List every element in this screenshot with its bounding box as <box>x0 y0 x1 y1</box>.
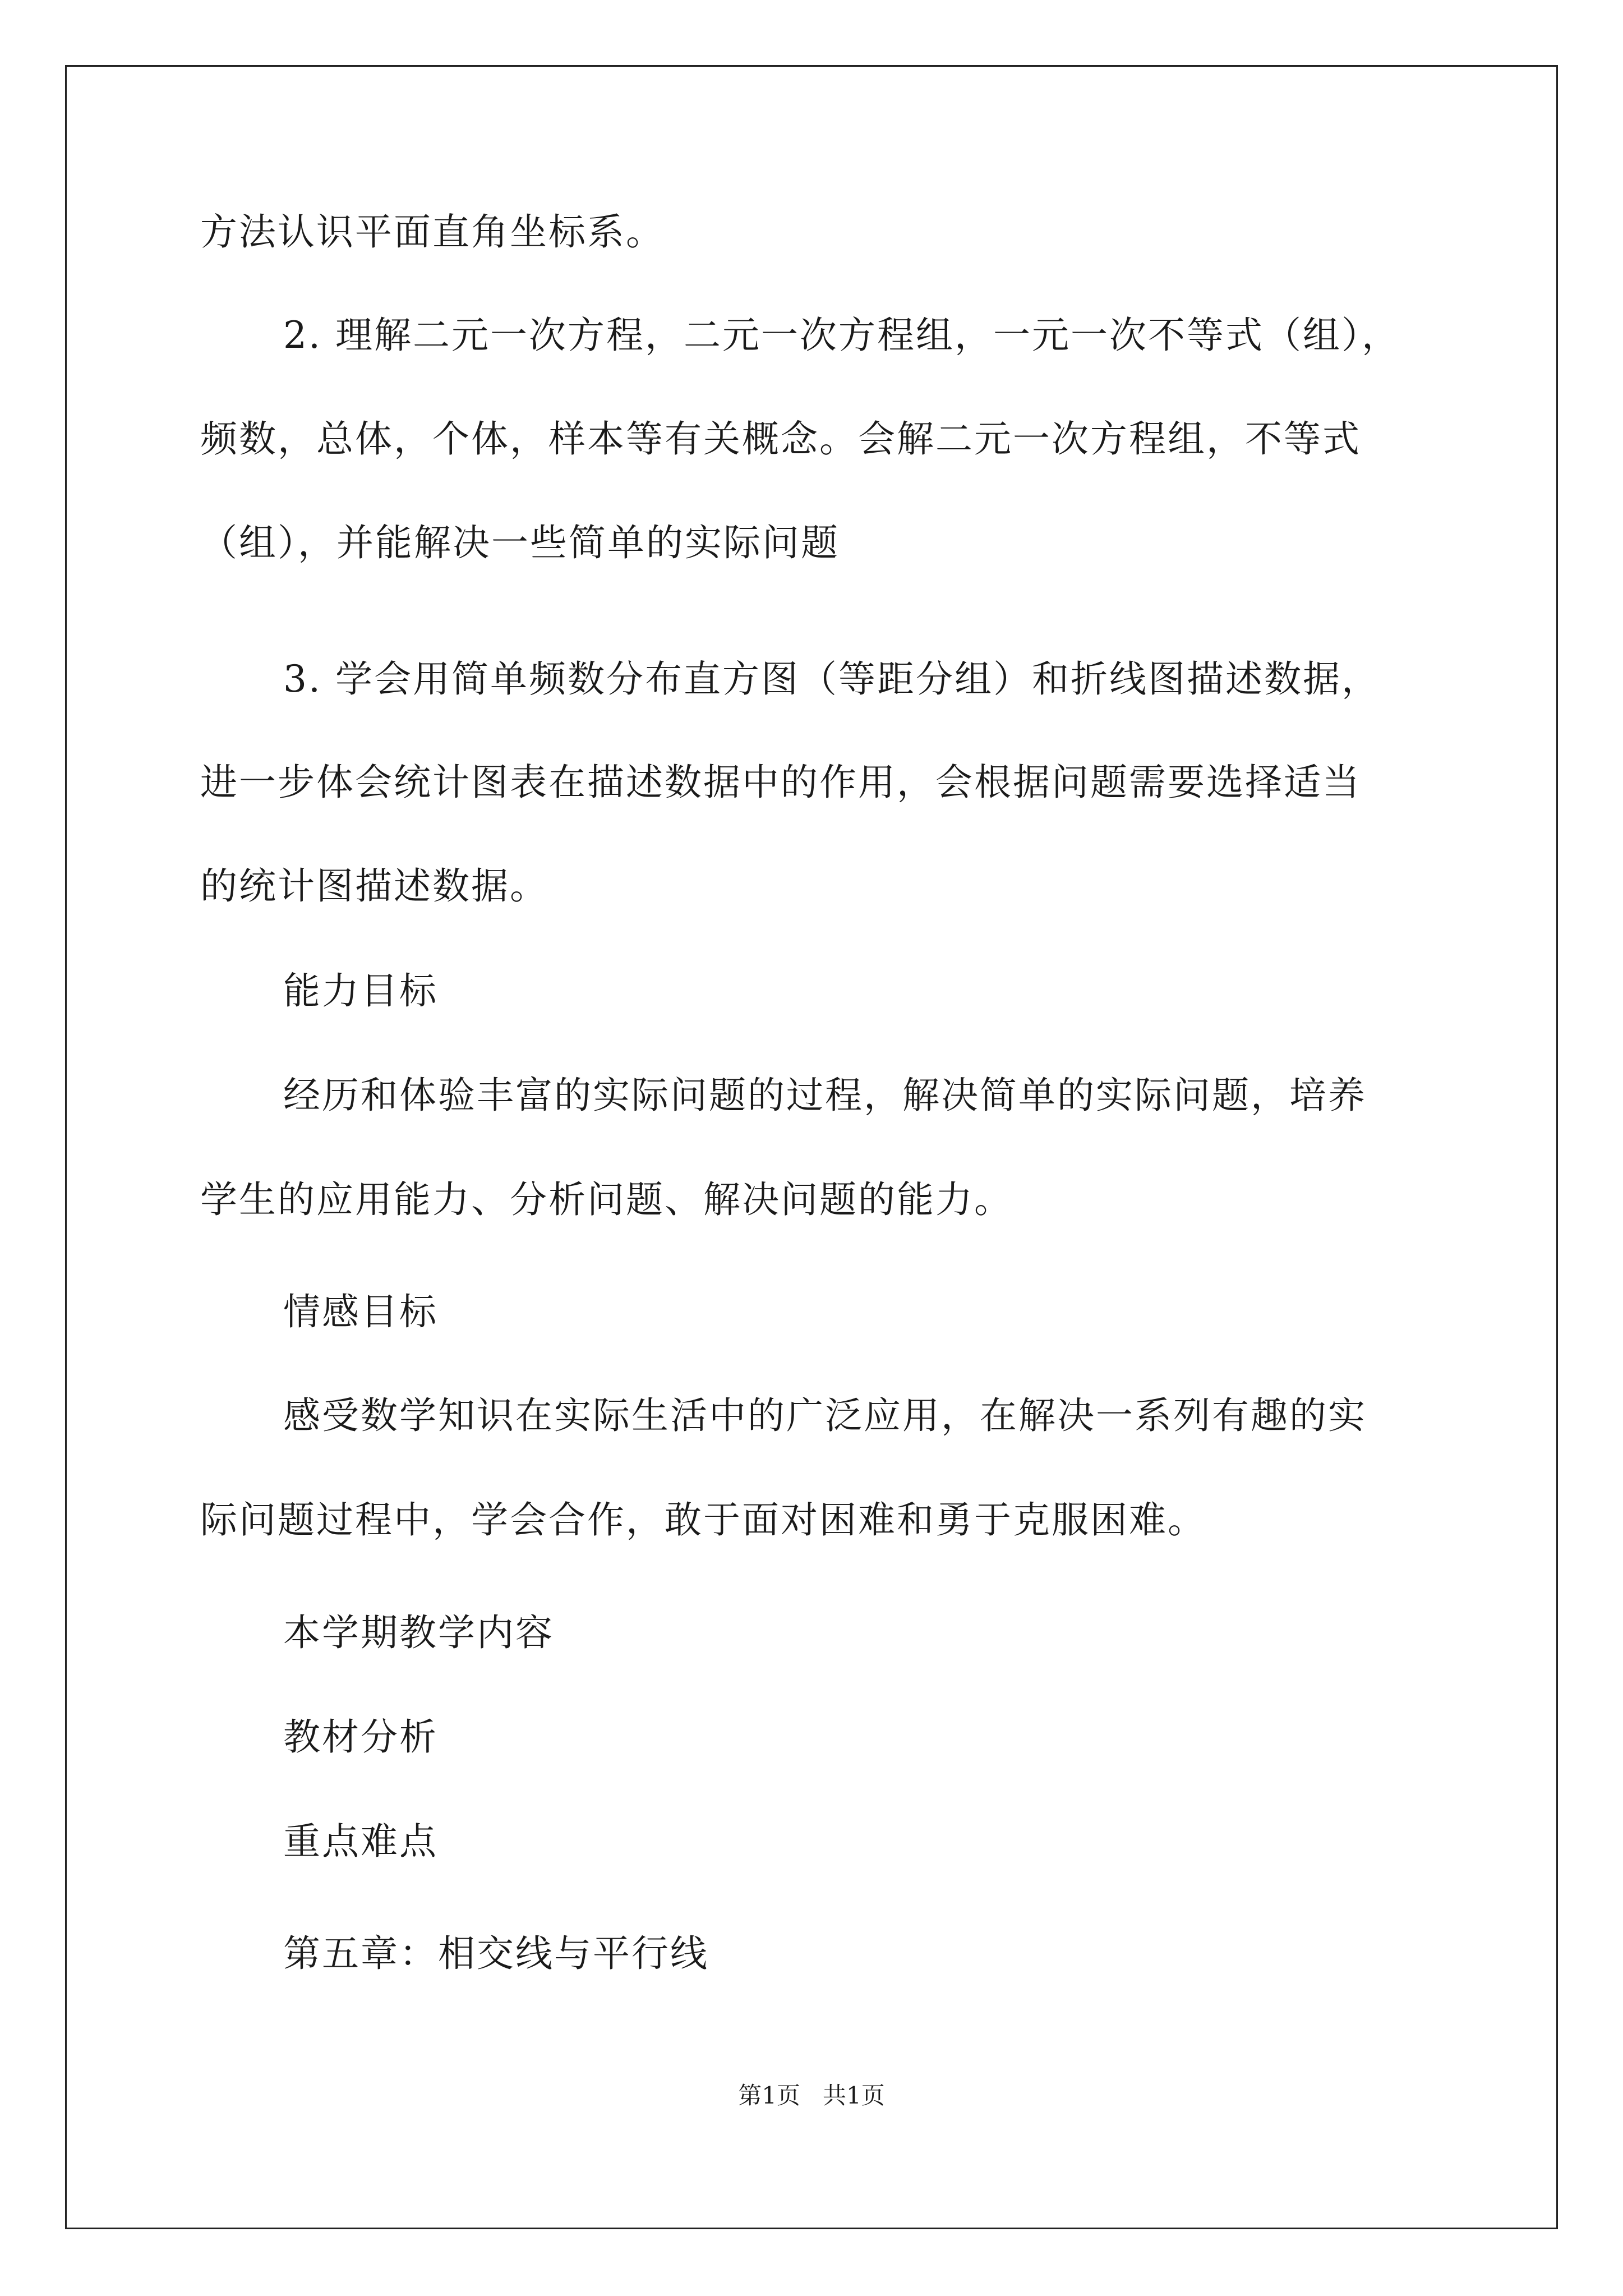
text-line: 感受数学知识在实际生活中的广泛应用，在解决一系列有趣的实 <box>283 1394 1367 1437</box>
text-line: 方法认识平面直角坐标系。 <box>200 210 665 254</box>
section-heading: 教材分析 <box>283 1715 438 1759</box>
section-heading: 能力目标 <box>283 969 438 1013</box>
text-line: 的统计图描述数据。 <box>200 864 548 908</box>
text-line: 经历和体验丰富的实际问题的过程，解决简单的实际问题，培养 <box>283 1074 1367 1117</box>
text-line: 频数，总体，个体，样本等有关概念。会解二元一次方程组，不等式 <box>200 417 1361 461</box>
section-heading: 本学期教学内容 <box>283 1611 554 1654</box>
text-line: 学生的应用能力、分析问题、解决问题的能力。 <box>200 1178 1013 1221</box>
chapter-heading: 第五章：相交线与平行线 <box>283 1932 709 1975</box>
page-border <box>65 65 1558 2229</box>
section-heading: 重点难点 <box>283 1820 438 1863</box>
text-line: 际问题过程中，学会合作，敢于面对困难和勇于克服困难。 <box>200 1498 1206 1542</box>
section-heading: 情感目标 <box>283 1290 438 1333</box>
page-total: 共1页 <box>823 2082 885 2109</box>
text-line: 进一步体会统计图表在描述数据中的作用，会根据问题需要选择适当 <box>200 761 1361 804</box>
page-footer <box>0 2081 1623 2110</box>
text-line: 2. 理解二元一次方程，二元一次方程组，一元一次不等式（组）， <box>283 314 1400 357</box>
text-line: （组），并能解决一些简单的实际问题 <box>200 521 840 564</box>
page-number: 第1页 <box>738 2082 800 2109</box>
text-line: 3. 学会用简单频数分布直方图（等距分组）和折线图描述数据， <box>283 657 1380 701</box>
